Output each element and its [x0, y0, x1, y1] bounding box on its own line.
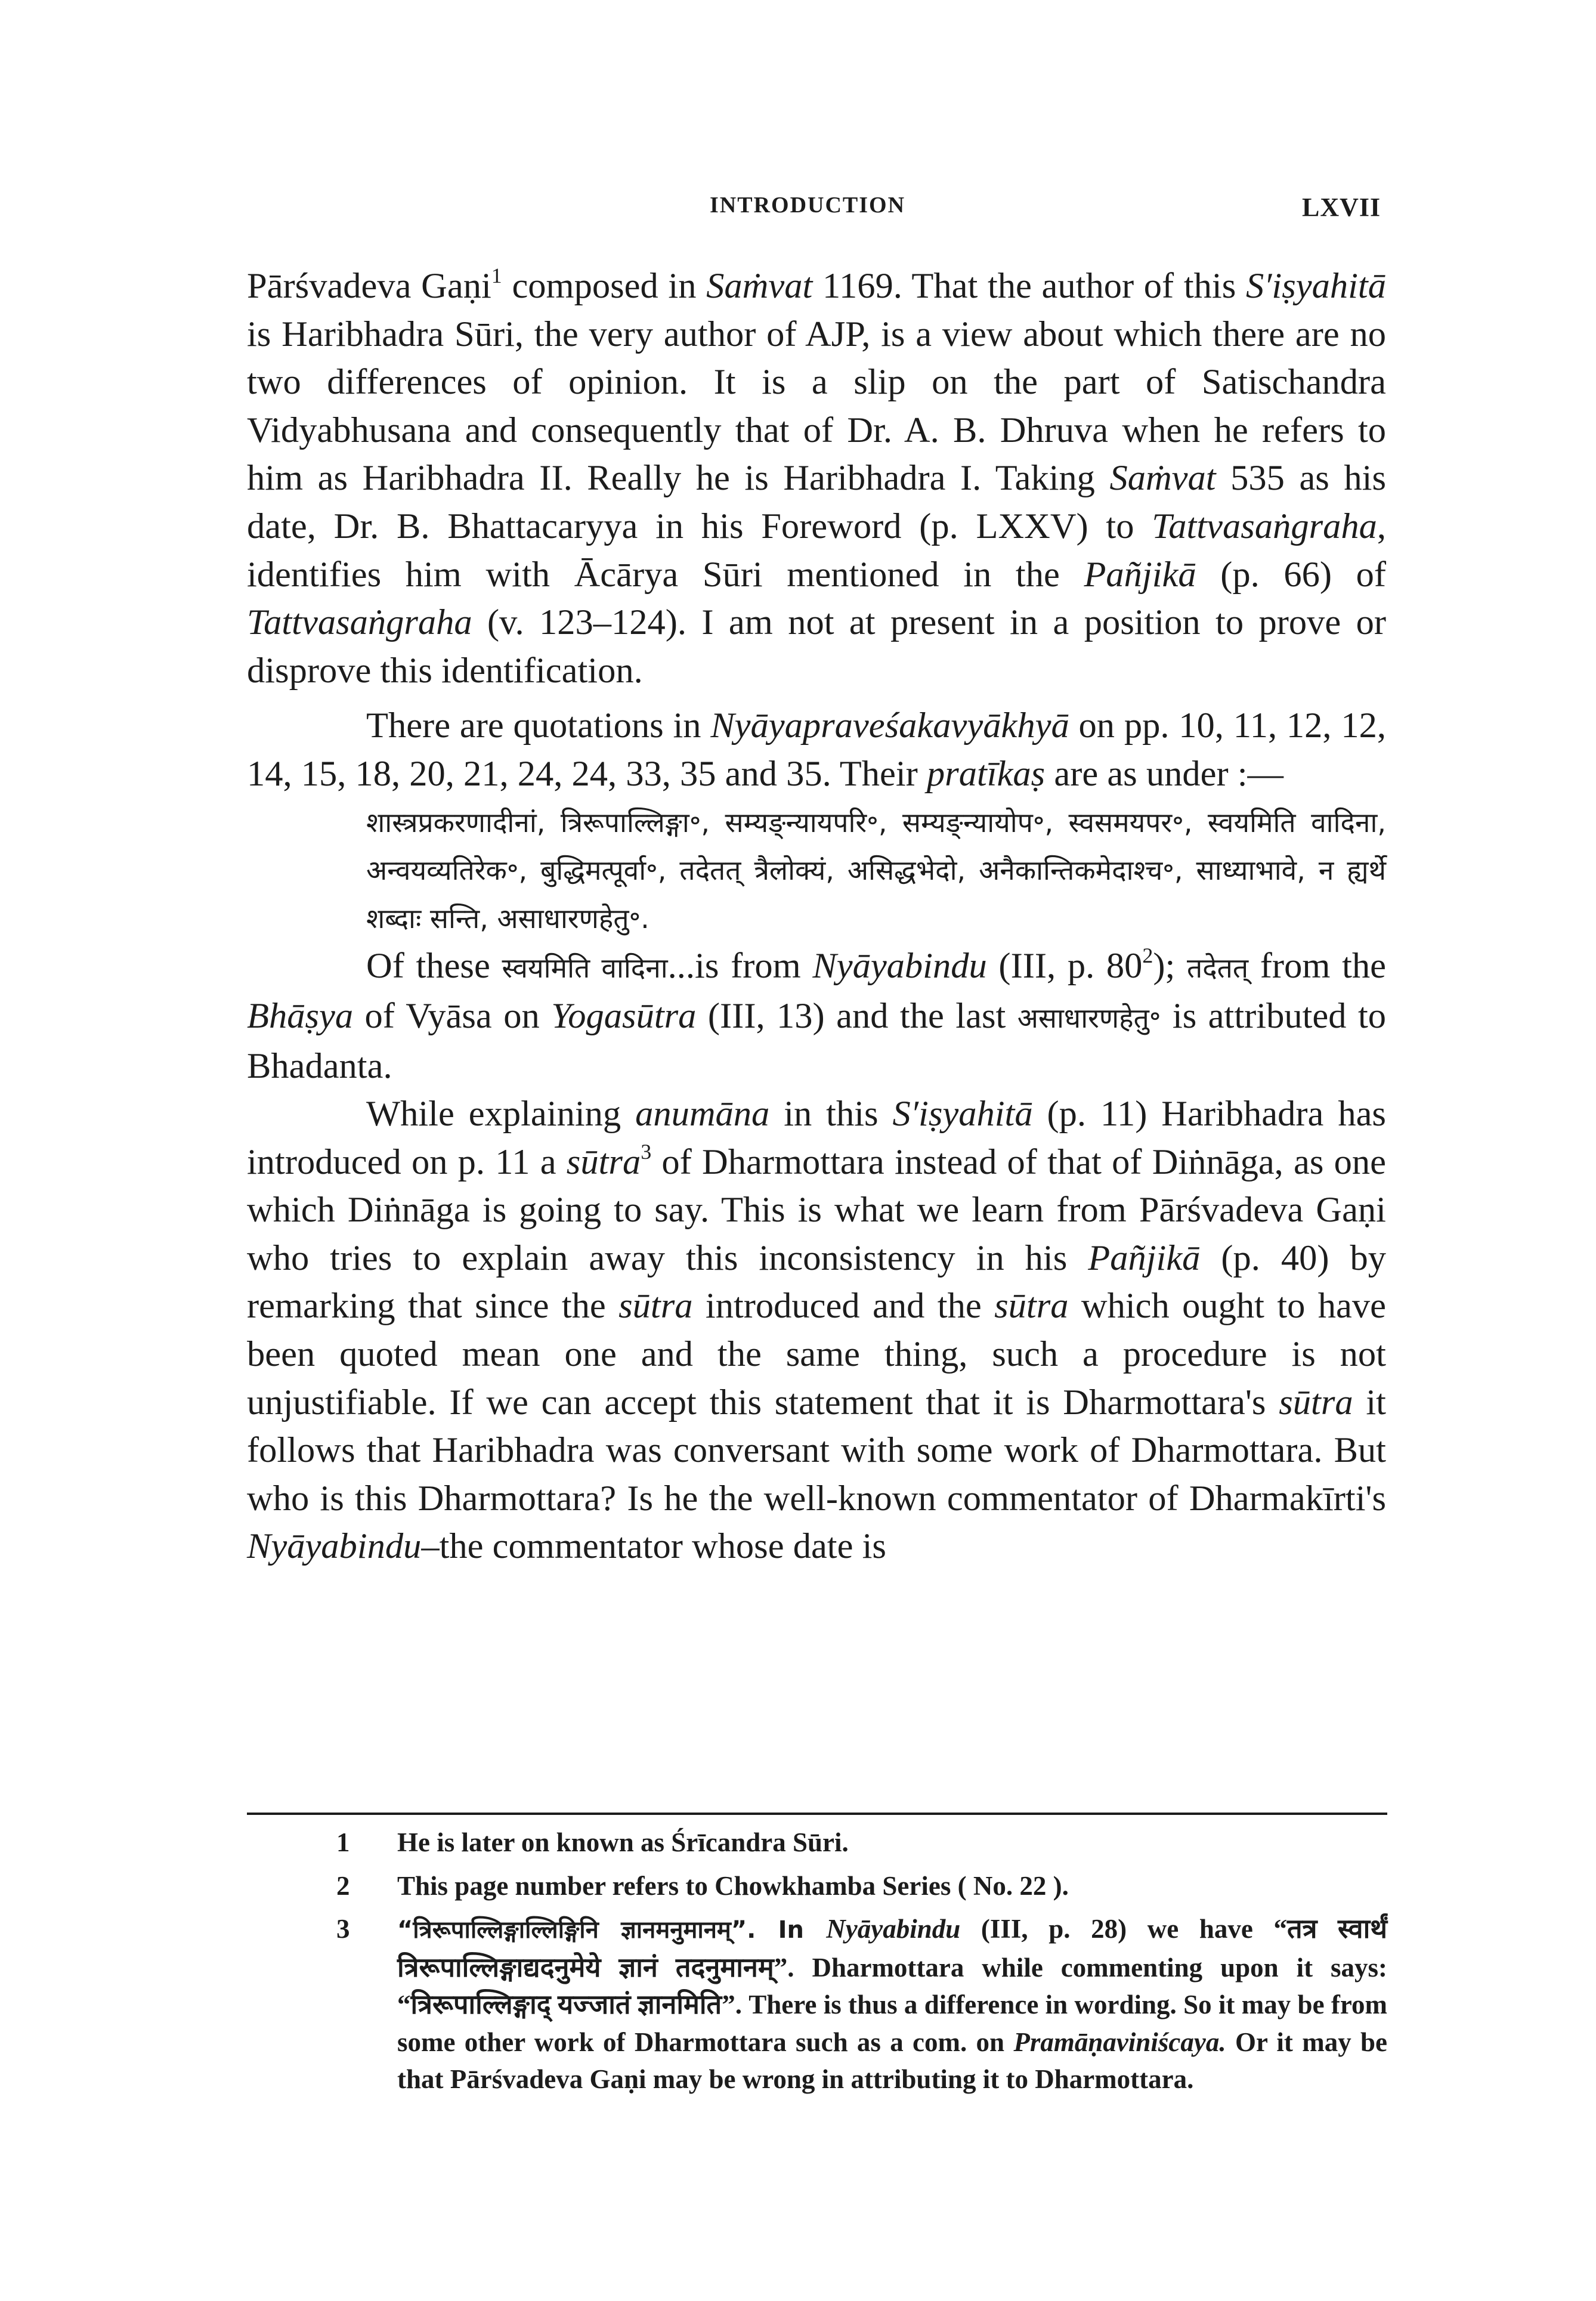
- text-run: );: [1153, 946, 1187, 986]
- italic-term: Nyāyabindu: [826, 1914, 961, 1944]
- italic-term: Saṁvat: [1109, 458, 1216, 499]
- italic-term: Bhāṣya: [247, 995, 354, 1036]
- text-run: –the commentator whose date is: [421, 1526, 886, 1567]
- text-run: (p. 66) of: [1196, 554, 1386, 595]
- running-title: INTRODUCTION: [710, 193, 906, 218]
- text-run: (III, p. 80: [986, 946, 1143, 986]
- paragraph-sources: [247, 942, 1386, 1090]
- text-run: There are quotations in: [366, 706, 711, 746]
- footnote-number: 2: [336, 1870, 350, 1901]
- text-run: of Vyāsa on: [353, 995, 552, 1036]
- footnote-item: [247, 1824, 1387, 1861]
- text-run: composed in: [502, 266, 707, 306]
- italic-term: Yogasūtra: [551, 995, 697, 1036]
- text-run: 535 as his date, Dr. B. Bhattacaryya in his Foreword (p. LXXV) to: [247, 458, 1387, 546]
- italic-term: Nyāyabindu: [812, 946, 987, 986]
- sanskrit-quotation-list: शास्त्रप्रकरणादीनां, त्रिरूपाल्लिङ्गा॰, सम्यङ्न्यायपरि॰, सम्यङ्न्यायोप॰, स्वसमयपर॰, स्वयमिति वादिना, अन्वयव्यतिरेक॰, बुद्धिमत्पूर्वा॰, तदेतत् त्रैलोक्यं, असिद्धभेदो, अनैकान्तिकमेदाश्च॰, साध्याभावे, न ह्यर्थे शब्दाः सन्ति, असाधारणहेतु॰.: [366, 806, 1386, 935]
- page-number: LXVII: [1302, 193, 1381, 222]
- sanskrit-term: स्वयमिति वादिना: [502, 952, 668, 985]
- footnote-ref: 3: [641, 1139, 652, 1164]
- footnote-text: This page number refers to Chowkhamba Series ( No. 22 ).: [397, 1870, 1069, 1901]
- text-run: 1169. That the author of this: [812, 266, 1246, 306]
- text-run: (p. 40) by remarking that since the: [247, 1238, 1387, 1326]
- italic-term: Pañjikā: [1084, 554, 1196, 595]
- sanskrit-term: तदेतत्: [1187, 952, 1249, 985]
- page-header: [0, 192, 1596, 228]
- italic-term: sūtra: [618, 1286, 693, 1326]
- text-run: is Haribhadra Sūri, the very author of AJP, is a view about which there are no two differences of opinion. It is a slip on the part of Satischandra Vidyabhusana and consequently that of Dr. A. B. Dhruva when he refers to him as Haribhadra II. Really he is Haribhadra I. Taking: [247, 314, 1386, 499]
- footnote-number: 3: [336, 1914, 350, 1944]
- italic-term: anumāna: [635, 1094, 770, 1134]
- footnote-ref: 1: [491, 263, 502, 287]
- footnote-number: 1: [336, 1827, 350, 1857]
- text-run: in this: [769, 1094, 893, 1134]
- italic-term: Nyāyabindu: [247, 1526, 422, 1567]
- text-run: is attributed to Bhadanta.: [247, 995, 1387, 1086]
- text-run: Of these: [366, 946, 502, 986]
- text-run: on pp. 10, 11, 12, 12, 14, 15, 18, 20, 21, 24, 24, 33, 35 and 35. Their: [247, 706, 1386, 794]
- italic-term: Pañjikā: [1088, 1238, 1201, 1278]
- footnotes: [247, 1824, 1387, 2098]
- text-run: ...is from: [667, 946, 813, 986]
- text-run: While explaining: [366, 1094, 636, 1134]
- paragraph-anumana: [247, 1090, 1386, 1571]
- body-text: [247, 262, 1386, 1571]
- italic-term: sūtra: [566, 1142, 641, 1182]
- italic-term: S′iṣyahitā: [1245, 266, 1386, 306]
- italic-term: Pramāṇaviniścaya.: [1013, 2027, 1226, 2057]
- footnote-text: (III, p. 28) we have “तत्र स्वार्थं त्रिरूपाल्लिङ्गाद्यदनुमेये ज्ञानं तदनुमानम्”. Dharmottara while commenting upon it says: “त्रिरूपाल्लिङ्गाद् यज्जातं ज्ञानमिति”. There is thus a difference in wording. So it may be from some other work of Dharmottara such as a com. on: [397, 1914, 1388, 2057]
- italic-term: sūtra: [994, 1286, 1069, 1326]
- footnote-item: [247, 1867, 1387, 1905]
- footnote-divider: [247, 1813, 1387, 1815]
- italic-term: Tattvasaṅgraha: [1152, 506, 1377, 546]
- text-run: Pārśvadeva Gaṇi: [247, 266, 491, 306]
- footnote-item: [247, 1910, 1387, 2098]
- footnote-text: Or it may be that Pārśvadeva Gaṇi may be wrong in attributing it to Dharmottara.: [397, 2027, 1388, 2094]
- text-run: from the: [1248, 946, 1386, 986]
- paragraph-attribution: [247, 262, 1386, 695]
- italic-term: Saṁvat: [706, 266, 813, 306]
- text-run: (III, 13) and the last: [696, 995, 1017, 1036]
- text-run: of Dharmottara instead of that of Diṅnāga, as one which Diṅnāga is going to say. This is what we learn from Pārśvadeva Gaṇi who tries to explain away this inconsistency in his: [247, 1142, 1386, 1278]
- footnote-text: “त्रिरूपाल्लिङ्गाल्लिङ्गिनि ज्ञानमनुमानम्”. In: [397, 1916, 827, 1944]
- italic-term: sūtra: [1279, 1382, 1353, 1422]
- sanskrit-term: असाधारणहेतु॰: [1017, 1001, 1161, 1034]
- paragraph-quotations: [247, 702, 1386, 798]
- text-run: introduced and the: [692, 1286, 995, 1326]
- italic-term: Tattvasaṅgraha: [247, 602, 472, 643]
- footnote-text: He is later on known as Śrīcandra Sūri.: [397, 1827, 849, 1857]
- footnote-ref: 2: [1142, 944, 1153, 968]
- italic-term: S′iṣyahitā: [892, 1094, 1033, 1134]
- text-run: (v. 123–124). I am not at present in a position to prove or disprove this identification.: [247, 602, 1386, 691]
- text-run: (p. 11) Haribhadra has introduced on p. 11 a: [247, 1094, 1386, 1182]
- text-run: it follows that Haribhadra was conversant with some work of Dharmottara. But who is this Dharmottara? Is he the well-known commentator of Dharmakīrti's: [247, 1382, 1386, 1518]
- text-run: which ought to have been quoted mean one and the same thing, such a procedure is not unjustifiable. If we can accept this statement that it is Dharmottara's: [247, 1286, 1386, 1422]
- italic-term: pratīkaṣ: [926, 753, 1046, 794]
- italic-term: Nyāyapraveśakavyākhyā: [710, 706, 1069, 746]
- text-run: are as under :—: [1045, 753, 1284, 794]
- text-run: , identifies him with Ācārya Sūri mentioned in the: [247, 506, 1386, 595]
